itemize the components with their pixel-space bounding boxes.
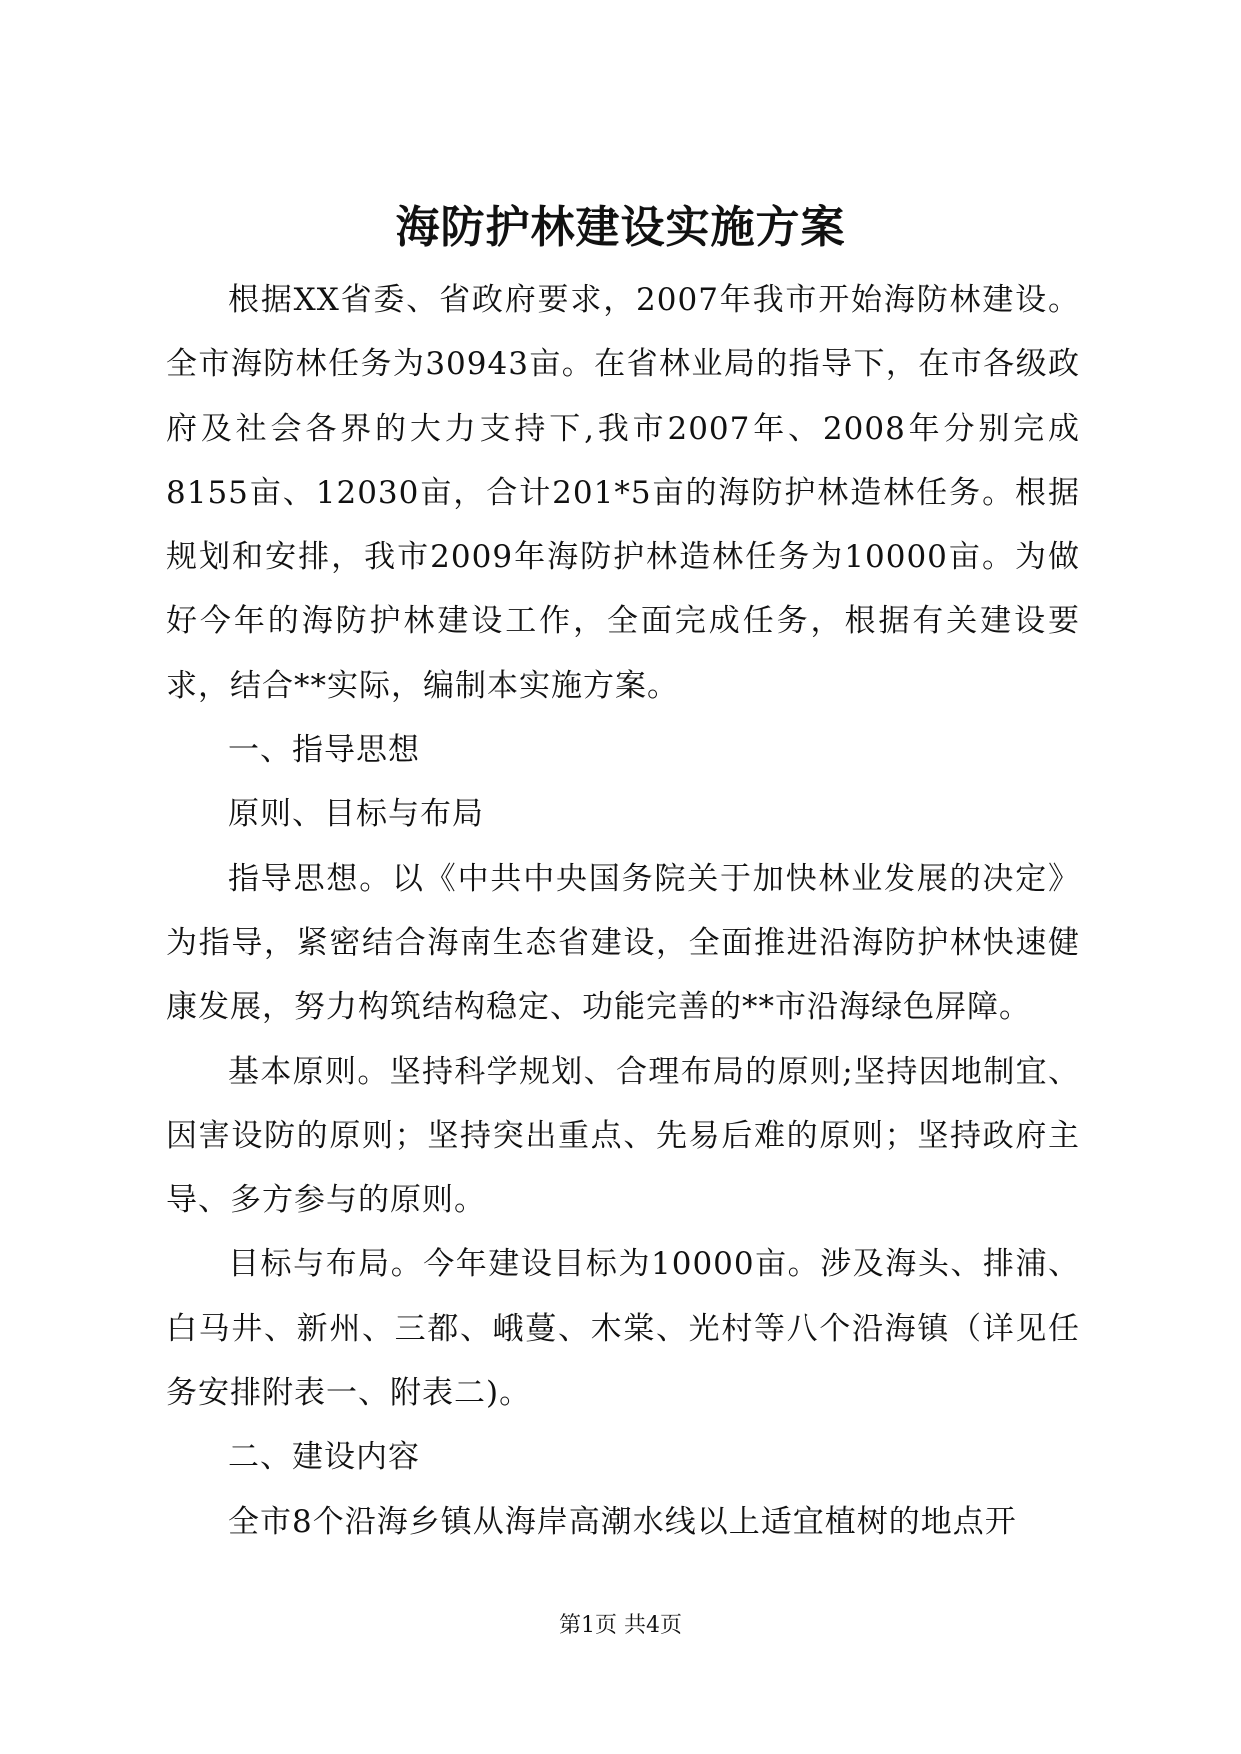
heading-guiding-ideology: 一、指导思想 xyxy=(228,732,420,769)
paragraph-basic-principles: 基本原则。坚持科学规划、合理布局的原则;坚持因地制宜、因害设防的原则；坚持突出重点、先易后难的原则；坚持政府主导、多方参与的原则。 xyxy=(166,1053,1080,1219)
paragraph-guiding-ideology: 指导思想。以《中共中央国务院关于加快林业发展的决定》为指导，紧密结合海南生态省建设，全面推进沿海防护林快速健康发展，努力构筑结构稳定、功能完善的**市沿海绿色屏障。 xyxy=(166,860,1080,1026)
document-body xyxy=(166,268,1080,1554)
page-footer: 第1页 共4页 xyxy=(559,1613,682,1638)
document-title: 海防护林建设实施方案 xyxy=(395,202,846,253)
heading-construction-content: 二、建设内容 xyxy=(228,1439,420,1476)
paragraph-intro: 根据XX省委、省政府要求，2007年我市开始海防林建设。全市海防林任务为30943亩。在省林业局的指导下，在市各级政府及社会各界的大力支持下,我市2007年、2008年分别完成8155亩、12030亩，合计201*5亩的海防护林造林任务。根据规划和安排，我市2009年海防护林造林任务为10000亩。为做好今年的海防护林建设工作，全面完成任务，根据有关建设要求，结合**实际，编制本实施方案。 xyxy=(166,282,1080,704)
heading-principles-goals-layout: 原则、目标与布局 xyxy=(228,796,484,833)
paragraph-goals-layout: 目标与布局。今年建设目标为10000亩。涉及海头、排浦、白马井、新州、三都、峨蔓、木棠、光村等八个沿海镇（详见任务安排附表一、附表二)。 xyxy=(166,1246,1080,1412)
paragraph-construction-content: 全市8个沿海乡镇从海岸高潮水线以上适宜植树的地点开 xyxy=(228,1503,1017,1540)
